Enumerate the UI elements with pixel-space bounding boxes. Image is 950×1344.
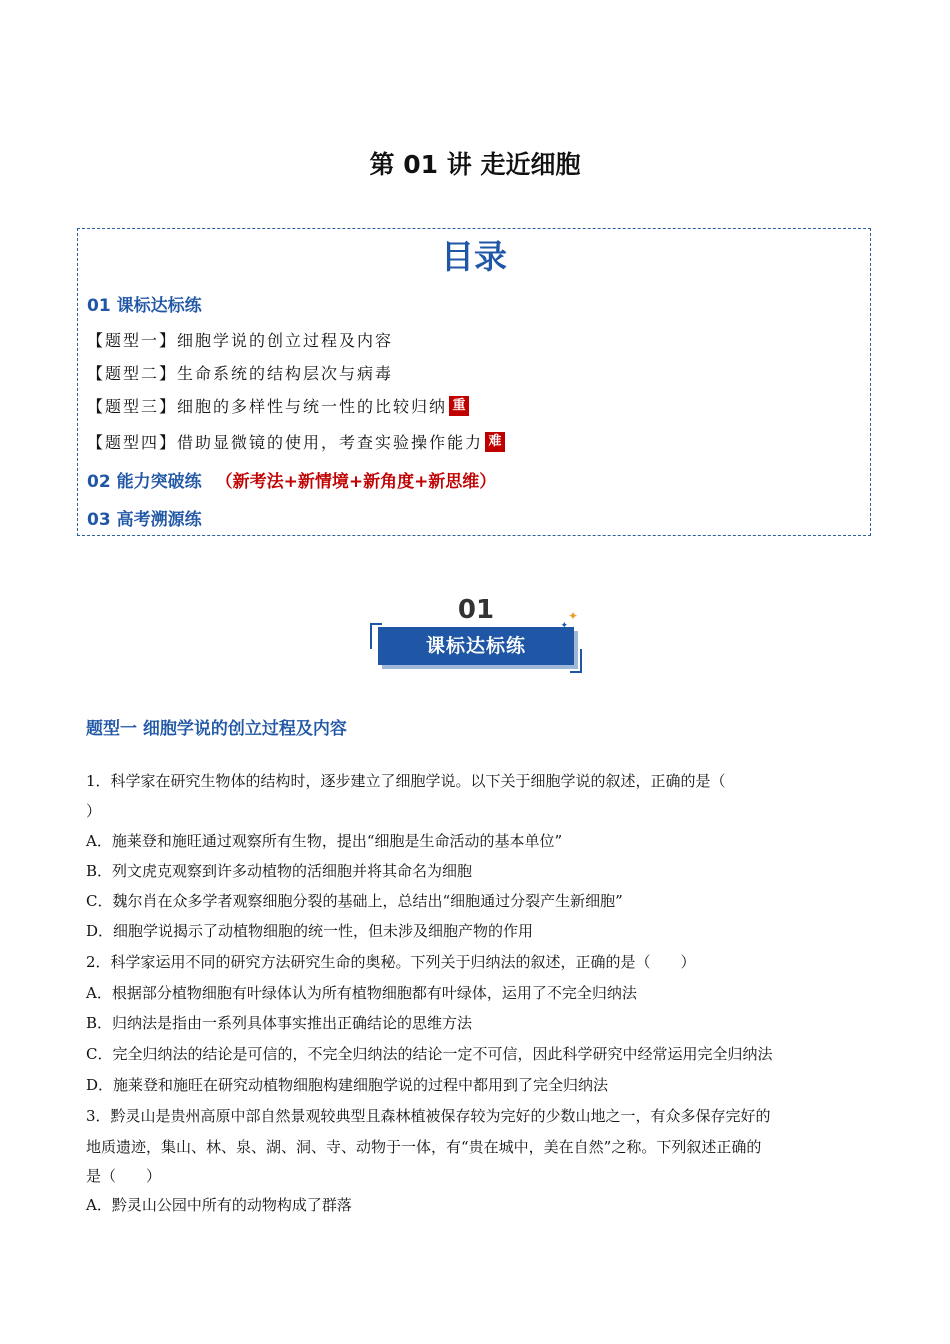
toc-item-2[interactable] bbox=[87, 361, 393, 384]
option-line: A．根据部分植物细胞有叶绿体认为所有植物细胞都有叶绿体，运用了不完全归纳法 bbox=[86, 984, 637, 1002]
toc-section-2-note: （新考法+新情境+新角度+新思维） bbox=[215, 472, 497, 492]
option-line: A．黔灵山公园中所有的动物构成了群落 bbox=[86, 1196, 352, 1214]
question-line: ） bbox=[86, 802, 102, 820]
difficult-tag: 难 bbox=[485, 432, 505, 452]
toc-heading: 目录 bbox=[441, 237, 507, 276]
option-line: D．细胞学说揭示了动植物细胞的统一性，但未涉及细胞产物的作用 bbox=[86, 922, 534, 940]
question-line: 地质遗迹，集山、林、泉、湖、洞、寺、动物于一体，有“贵在城中，美在自然”之称。下列叙述正确的 bbox=[86, 1138, 762, 1156]
sparkle-icon: ✦ bbox=[560, 621, 568, 631]
badge-number: 01 bbox=[457, 595, 495, 625]
toc-section-2[interactable] bbox=[87, 467, 496, 492]
question-line: 1．科学家在研究生物体的结构时，逐步建立了细胞学说。以下关于细胞学说的叙述，正确的是（ bbox=[86, 772, 726, 790]
toc-item-4[interactable] bbox=[87, 430, 505, 453]
table-of-contents bbox=[77, 228, 871, 536]
option-line: B．归纳法是指由一系列具体事实推出正确结论的思维方法 bbox=[86, 1014, 473, 1032]
badge-label: 课标达标练 bbox=[425, 635, 526, 657]
toc-item-3[interactable] bbox=[87, 394, 469, 417]
option-line: C．魏尔肖在众多学者观察细胞分裂的基础上，总结出“细胞通过分裂产生新细胞” bbox=[86, 892, 623, 910]
question-line: 是（ ） bbox=[86, 1167, 162, 1185]
toc-item-label: 【题型四】借助显微镜的使用，考查实验操作能力 bbox=[87, 433, 484, 452]
question-line: 2．科学家运用不同的研究方法研究生命的奥秘。下列关于归纳法的叙述，正确的是（ ） bbox=[86, 953, 696, 971]
sparkle-icon: ✦ bbox=[567, 609, 578, 623]
toc-item-label: 【题型三】细胞的多样性与统一性的比较归纳 bbox=[87, 397, 448, 416]
toc-item-1[interactable] bbox=[87, 328, 393, 351]
option-line: D．施莱登和施旺在研究动植物细胞构建细胞学说的过程中都用到了完全归纳法 bbox=[86, 1076, 609, 1094]
option-line: C．完全归纳法的结论是可信的，不完全归纳法的结论一定不可信，因此科学研究中经常运用完全归纳法 bbox=[86, 1045, 773, 1063]
key-point-tag: 重 bbox=[449, 396, 469, 416]
section-badge bbox=[370, 595, 582, 675]
option-line: B．列文虎克观察到许多动植物的活细胞并将其命名为细胞 bbox=[86, 862, 473, 880]
page-title: 第 01 讲 走近细胞 bbox=[369, 150, 581, 179]
question-line: 3．黔灵山是贵州高原中部自然景观较典型且森林植被保存较为完好的少数山地之一，有众多保存完好的 bbox=[86, 1107, 771, 1125]
section-title: 题型一 细胞学说的创立过程及内容 bbox=[86, 719, 347, 739]
toc-item-label: 【题型二】生命系统的结构层次与病毒 bbox=[87, 364, 394, 383]
toc-section-3[interactable]: 03 高考溯源练 bbox=[87, 510, 202, 530]
toc-item-label: 【题型一】细胞学说的创立过程及内容 bbox=[87, 331, 394, 350]
toc-section-1[interactable]: 01 课标达标练 bbox=[87, 296, 202, 316]
option-line: A．施莱登和施旺通过观察所有生物，提出“细胞是生命活动的基本单位” bbox=[86, 832, 563, 850]
toc-section-2-label: 02 能力突破练 bbox=[87, 472, 202, 492]
